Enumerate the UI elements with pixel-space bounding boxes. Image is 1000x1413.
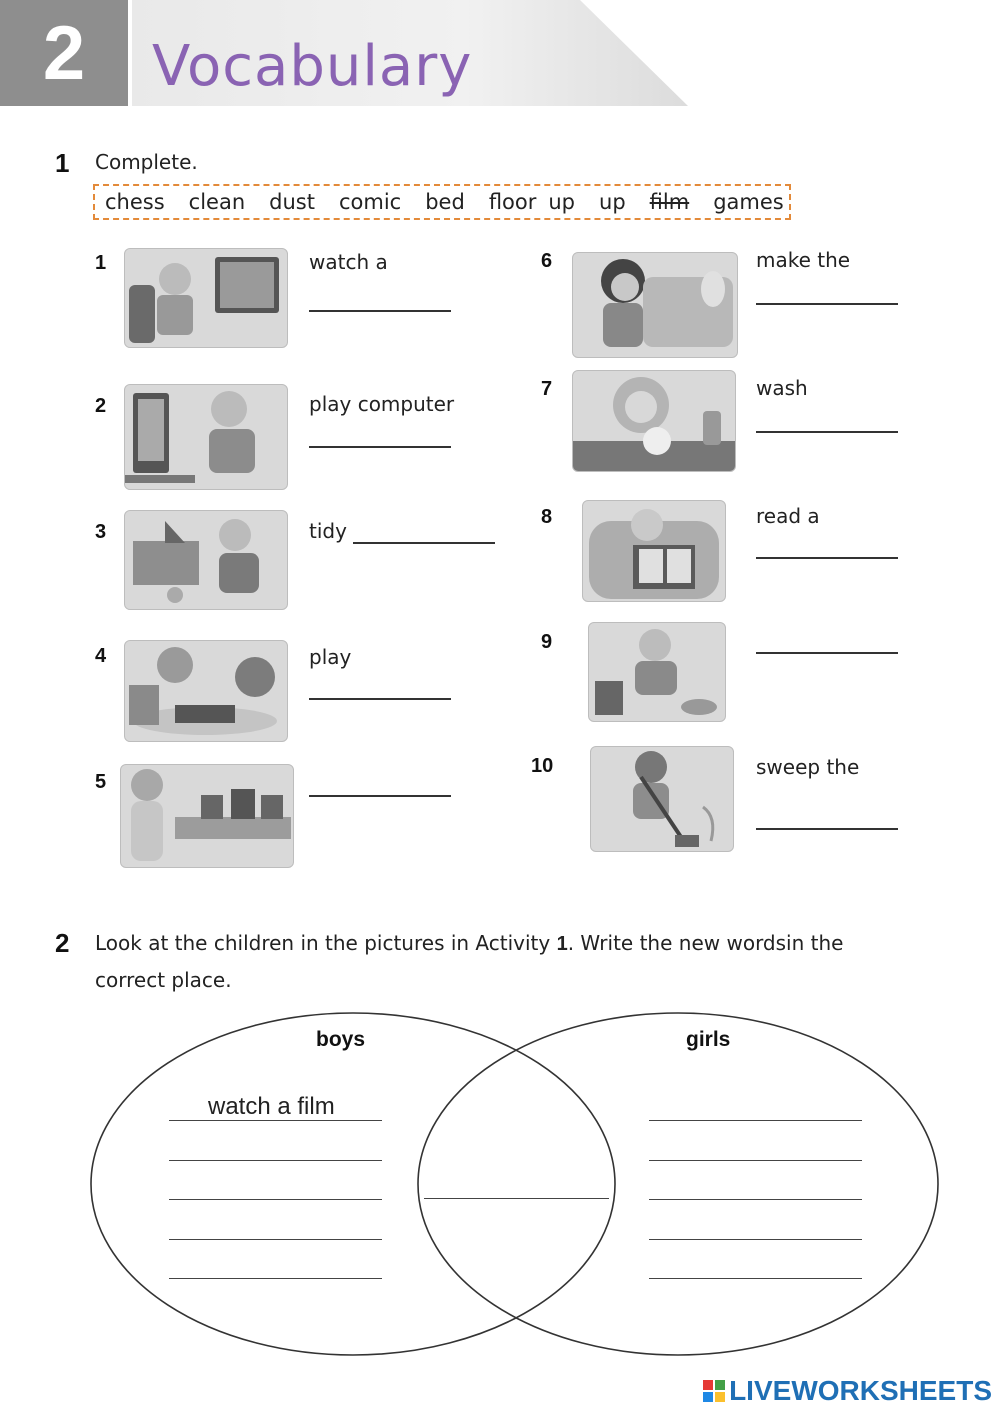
venn-label-boys: boys: [316, 1028, 366, 1051]
item-number: 8: [541, 506, 553, 528]
word-bank-item: dust: [269, 190, 315, 214]
word-bank: [93, 184, 791, 220]
word-bank-item-struck: film: [649, 190, 690, 214]
answer-blank[interactable]: [756, 303, 898, 305]
item-prompt: wash: [756, 376, 808, 400]
boy-cleaning-up-picture: [588, 622, 726, 722]
item-number: 4: [95, 645, 107, 667]
instruction-text: Look at the children in the pictures in Activity: [95, 931, 557, 955]
venn-answer-line[interactable]: [649, 1120, 862, 1121]
boy-watching-tv-picture: [124, 248, 288, 348]
item-number: 5: [95, 771, 107, 793]
item-prompt: watch a: [309, 250, 388, 274]
venn-answer-line-both[interactable]: [424, 1198, 609, 1199]
item-number: 1: [95, 252, 107, 274]
page-title: Vocabulary: [152, 34, 473, 99]
item-prompt: play computer: [309, 392, 455, 416]
word-bank-item: comic: [338, 190, 402, 214]
venn-answer-line[interactable]: [649, 1199, 862, 1200]
word-bank-item: bed: [425, 190, 465, 214]
word-bank-item: clean: [188, 190, 246, 214]
girl-dusting-shelf-picture: [120, 764, 294, 868]
answer-blank[interactable]: [756, 828, 898, 830]
section-1-number: 1: [55, 148, 70, 178]
liveworksheets-logo[interactable]: [703, 1375, 992, 1407]
venn-answer-line[interactable]: [169, 1160, 382, 1161]
girl-making-bed-picture: [572, 252, 738, 358]
venn-diagram: [88, 1010, 942, 1358]
answer-blank[interactable]: [309, 795, 451, 797]
word-bank-item: up: [548, 190, 576, 214]
section-2-number: 2: [55, 928, 70, 958]
item-number: 10: [531, 755, 554, 777]
logo-mark-icon: [703, 1380, 725, 1402]
answer-blank[interactable]: [756, 557, 898, 559]
instruction-text: . Write the new wordsin the: [567, 931, 844, 955]
word-bank-item: chess: [105, 190, 165, 214]
venn-answer-line[interactable]: [649, 1239, 862, 1240]
answer-blank[interactable]: [309, 446, 451, 448]
venn-answer-line[interactable]: [649, 1160, 862, 1161]
answer-blank[interactable]: [756, 652, 898, 654]
item-number: 7: [541, 378, 553, 400]
unit-number: 2: [0, 0, 128, 106]
answer-blank[interactable]: [309, 310, 451, 312]
girl-reading-comic-picture: [582, 500, 726, 602]
word-bank-item: floor: [488, 190, 537, 214]
item-number: 6: [541, 250, 553, 272]
word-bank-item: up: [599, 190, 626, 214]
section-2-instruction-line-2: correct place.: [95, 968, 232, 992]
boy-tidying-toys-picture: [124, 510, 288, 610]
item-prompt: make the: [756, 248, 851, 272]
section-1-instruction: Complete.: [95, 150, 198, 174]
venn-answer-text[interactable]: watch a film: [208, 1093, 335, 1120]
item-number: 3: [95, 521, 107, 543]
children-playing-chess-picture: [124, 640, 288, 742]
venn-circle-girls: [418, 1013, 938, 1355]
answer-blank[interactable]: [353, 542, 495, 544]
girl-washing-dishes-picture: [572, 370, 736, 472]
answer-blank[interactable]: [756, 431, 898, 433]
item-number: 9: [541, 631, 553, 653]
item-prompt: play: [309, 645, 352, 669]
venn-answer-line[interactable]: [169, 1239, 382, 1240]
venn-circle-boys: [91, 1013, 615, 1355]
item-prompt: read a: [756, 504, 820, 528]
item-number: 2: [95, 395, 107, 417]
activity-reference: 1: [556, 933, 568, 955]
boy-playing-computer-picture: [124, 384, 288, 490]
venn-answer-line[interactable]: [169, 1278, 382, 1279]
venn-answer-line[interactable]: [649, 1278, 862, 1279]
boy-sweeping-floor-picture: [590, 746, 734, 852]
venn-answer-line[interactable]: [169, 1120, 382, 1121]
venn-answer-line[interactable]: [169, 1199, 382, 1200]
word-bank-item: games: [713, 190, 784, 214]
venn-label-girls: girls: [686, 1028, 731, 1051]
section-2-instruction: [95, 931, 843, 956]
logo-text: LIVEWORKSHEETS: [729, 1375, 992, 1406]
item-prompt: tidy: [309, 519, 347, 543]
item-prompt: sweep the: [756, 755, 860, 779]
answer-blank[interactable]: [309, 698, 451, 700]
